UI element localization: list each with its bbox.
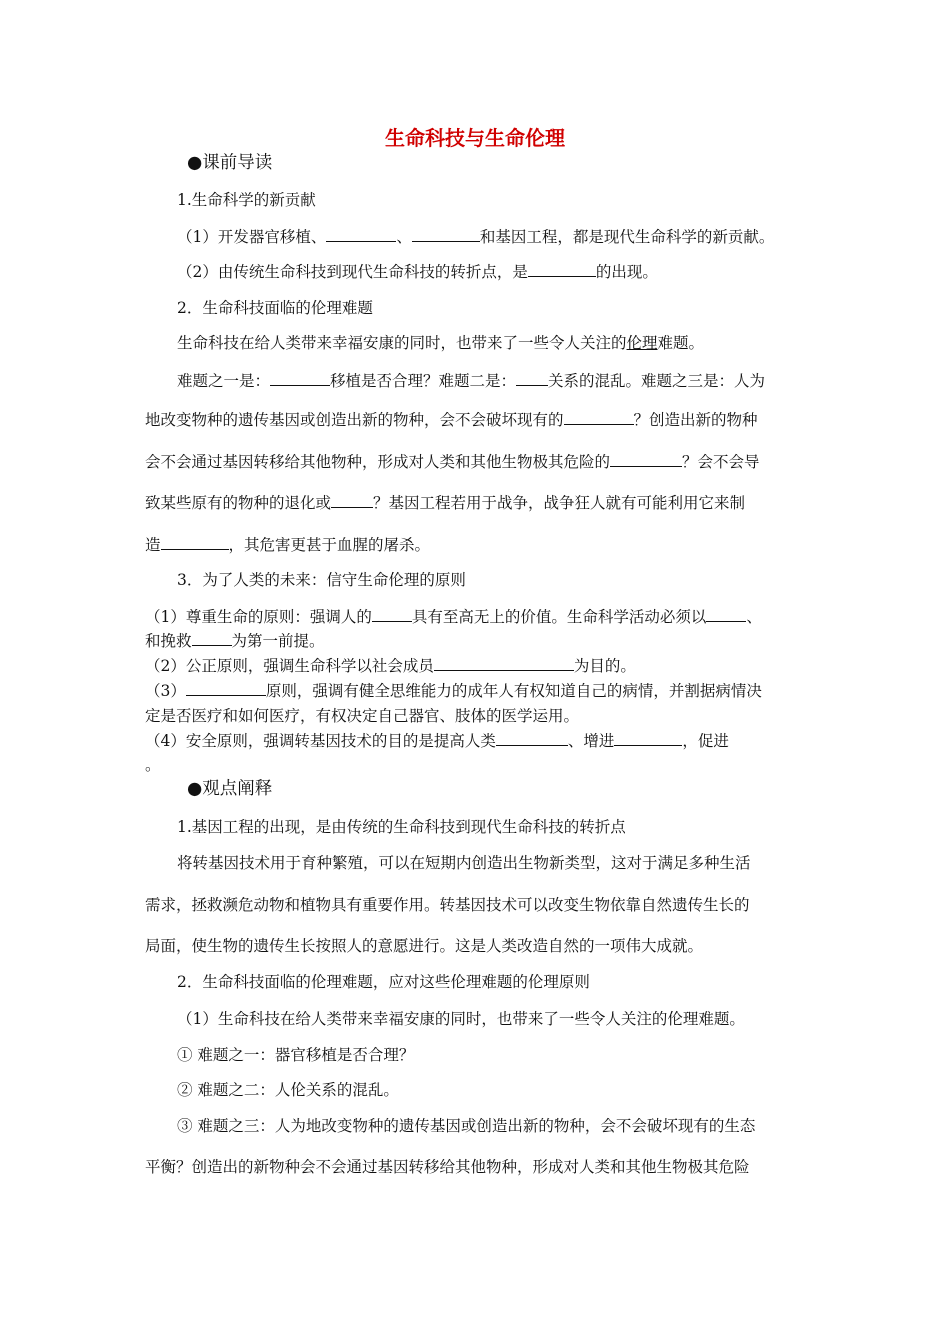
blank <box>496 731 568 746</box>
paragraph-line: 地改变物种的遗传基因或创造出新的物种，会不会破坏现有的 ？创造出新的物种 <box>145 411 758 429</box>
blank <box>412 227 480 242</box>
paragraph-line: （4）安全原则，强调转基因技术的目的是提高人类 、增进 ，促进 <box>145 732 729 750</box>
paragraph-line: （2）由传统生命科技到现代生命科技的转折点，是 的出现。 <box>177 263 658 281</box>
paragraph-line: （1）生命科技在给人类带来幸福安康的同时，也带来了一些令人关注的伦理难题。 <box>177 1010 745 1028</box>
section-heading-preview: ●课前导读 <box>187 153 273 173</box>
blank <box>326 227 396 242</box>
paragraph-line: 生命科技在给人类带来幸福安康的同时，也带来了一些令人关注的伦理难题。 <box>177 334 705 352</box>
paragraph-line: 定是否医疗和如何医疗，有权决定自己器官、肢体的医学运用。 <box>145 707 580 725</box>
blank <box>434 656 574 671</box>
paragraph-line: 致某些原有的物种的退化或 ？基因工程若用于战争，战争狂人就有可能利用它来制 <box>145 494 746 512</box>
subheading-2: 2．生命科技面临的伦理难题，应对这些伦理难题的伦理原则 <box>177 973 590 991</box>
blank <box>614 731 682 746</box>
blank <box>610 452 682 467</box>
subheading-1: 1.生命科学的新贡献 <box>177 191 316 209</box>
blank <box>564 410 634 425</box>
blank <box>161 535 229 550</box>
paragraph-line: 需求，拯救濒危动物和植物具有重要作用。转基因技术可以改变生物依靠自然遗传生长的 <box>145 896 750 914</box>
paragraph-line: 局面，使生物的遗传生长按照人的意愿进行。这是人类改造自然的一项伟大成就。 <box>145 937 704 955</box>
page-title: 生命科技与生命伦理 <box>385 126 565 150</box>
paragraph-line: 会不会通过基因转移给其他物种，形成对人类和其他生物极其危险的 ？会不会导 <box>145 453 760 471</box>
paragraph-line: 难题之一是： 移植是否合理？难题二是： 关系的混乱。难题之三是：人为 <box>177 372 766 390</box>
paragraph-line: （2）公正原则，强调生命科学以社会成员 为目的。 <box>145 657 636 675</box>
subheading-3: 3．为了人类的未来：信守生命伦理的原则 <box>177 571 466 589</box>
section-heading-viewpoints: ●观点阐释 <box>187 779 273 799</box>
blank <box>528 262 596 277</box>
blank <box>706 607 746 622</box>
blank <box>372 607 412 622</box>
blank <box>516 371 548 386</box>
subheading-2: 2．生命科技面临的伦理难题 <box>177 299 373 317</box>
subheading-1: 1.基因工程的出现，是由传统的生命科技到现代生命科技的转折点 <box>177 818 626 836</box>
blank <box>270 371 330 386</box>
blank <box>331 493 373 508</box>
list-item: ① 难题之一：器官移植是否合理？ <box>177 1046 415 1064</box>
list-item: ② 难题之二：人伦关系的混乱。 <box>177 1081 399 1099</box>
blank <box>192 631 232 646</box>
paragraph-line: 和挽救 为第一前提。 <box>145 632 325 650</box>
list-item: ③ 难题之三：人为地改变物种的遗传基因或创造出新的物种，会不会破坏现有的生态 <box>177 1117 756 1135</box>
paragraph-line: （1）开发器官移植、 、 和基因工程，都是现代生命科学的新贡献。 <box>177 228 775 246</box>
blank <box>186 681 266 696</box>
paragraph-line: 平衡？创造出的新物种会不会通过基因转移给其他物种，形成对人类和其他生物极其危险 <box>145 1158 750 1176</box>
paragraph-line: 将转基因技术用于育种繁殖，可以在短期内创造出生物新类型，这对于满足多种生活 <box>177 854 751 872</box>
paragraph-line: 。 <box>145 756 161 774</box>
paragraph-line: 造 ，其危害更甚于血腥的屠杀。 <box>145 536 431 554</box>
paragraph-line: （3） 原则，强调有健全思维能力的成年人有权知道自己的病情，并割据病情决 <box>145 682 762 700</box>
paragraph-line: （1）尊重生命的原则：强调人的 具有至高无上的价值。生命科学活动必须以 、 <box>145 608 762 626</box>
